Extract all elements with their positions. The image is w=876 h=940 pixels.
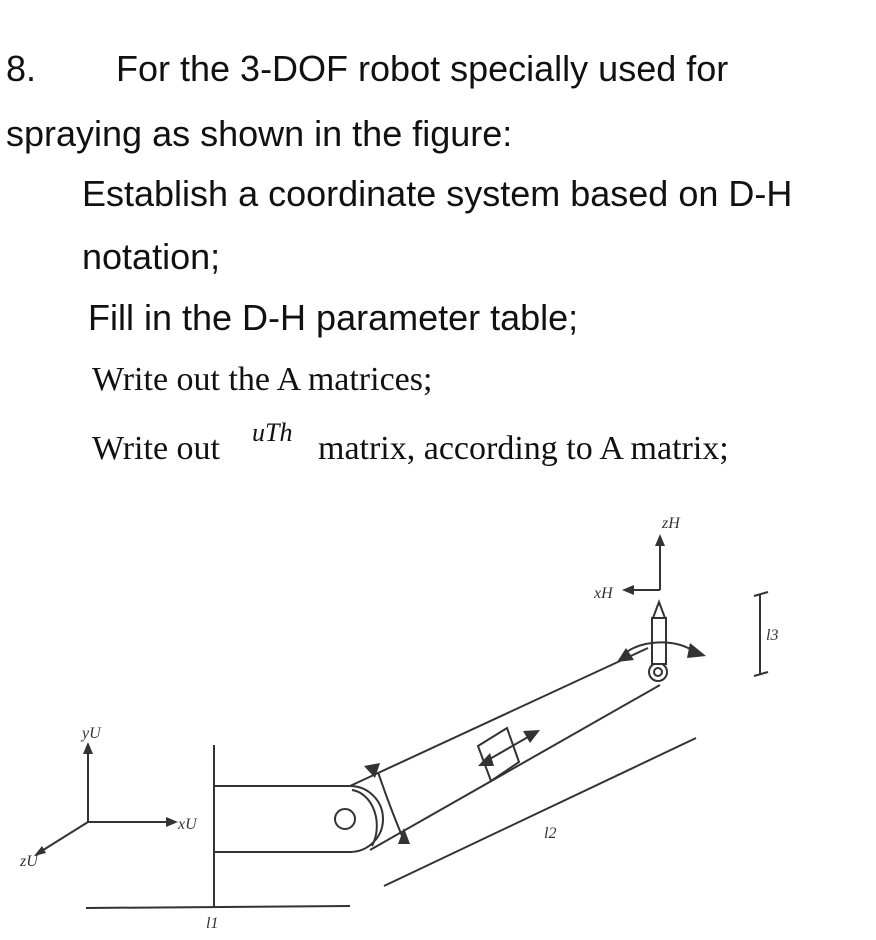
label-x-h: xH (594, 585, 613, 602)
task-coordinate-system-line-2: notation; (82, 236, 221, 277)
task-transform-prefix: Write out (92, 430, 220, 467)
task-dh-table: Fill in the D-H parameter table; (88, 297, 579, 338)
label-l1: l1 (206, 915, 219, 932)
joint-1 (335, 809, 355, 829)
question-intro-line-1: For the 3-DOF robot specially used for (116, 48, 729, 89)
joint-3 (649, 663, 667, 681)
question-number: 8. (6, 48, 37, 89)
task-coordinate-system-line-1: Establish a coordinate system based on D-H (82, 173, 793, 214)
tool-tip (653, 602, 665, 618)
transform-symbol: uTh (252, 418, 293, 447)
question-intro-line-2: spraying as shown in the figure: (6, 113, 513, 154)
label-x-u: xU (178, 816, 197, 833)
label-y-u: yU (82, 725, 101, 742)
dimension-l2 (384, 738, 696, 886)
z-u-axis (40, 822, 88, 852)
task-transform-suffix: matrix, according to A matrix; (318, 430, 729, 467)
wrist-tool (652, 618, 666, 664)
dimension-l1 (86, 906, 350, 908)
joint-3-pin (654, 668, 662, 676)
label-z-h: zH (662, 515, 680, 532)
link-1 (214, 786, 383, 852)
robot-figure (0, 500, 876, 940)
label-z-u: zU (20, 853, 38, 870)
label-l3: l3 (766, 627, 779, 644)
task-a-matrices: Write out the A matrices; (92, 361, 433, 398)
label-l2: l2 (544, 825, 557, 842)
